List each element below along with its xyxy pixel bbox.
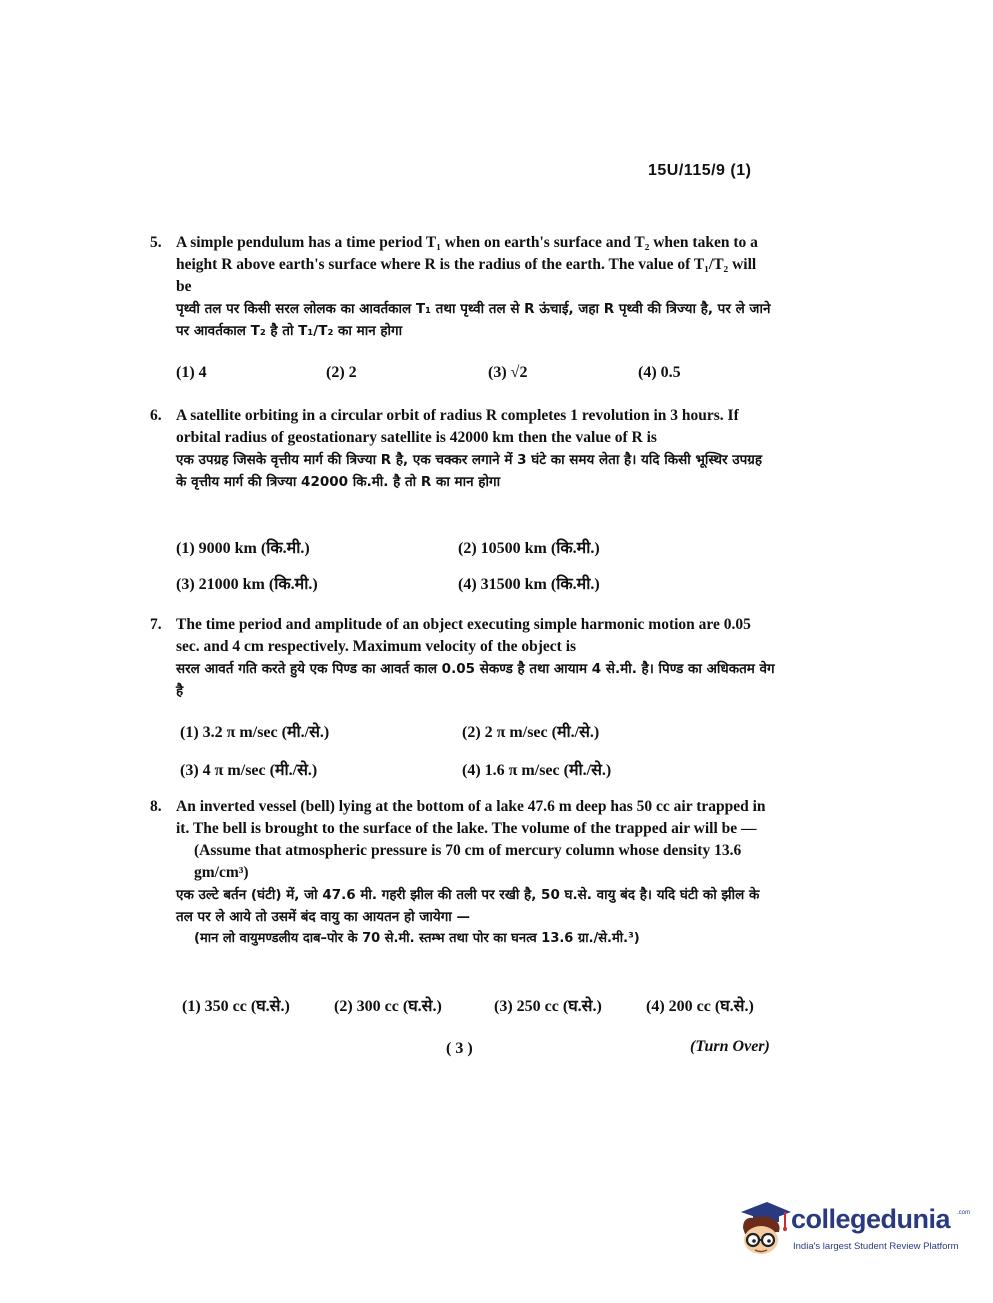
question-6	[150, 405, 775, 493]
question-number: 8.	[150, 798, 162, 815]
option-1: (1) 4	[176, 364, 207, 381]
question-text-english: The time period and amplitude of an object executing simple harmonic motion are 0.05 sec. and 4 cm respectively. Maximum velocity of the object is	[176, 616, 751, 655]
question-note-english: (Assume that atmospheric pressure is 70 cm of mercury column whose density 13.6 gm/cm³)	[194, 842, 742, 881]
option-2: (2) 2	[326, 364, 357, 381]
question-text-hindi: पृथ्वी तल पर किसी सरल लोलक का आवर्तकाल T₁ तथा पृथ्वी तल से R ऊंचाई, जहा R पृथ्वी की त्रिज्या है, पर ले जाने पर आवर्तकाल T₂ है तो T₁/T₂ का मान होगा	[176, 301, 771, 339]
question-text-hindi: एक उल्टे बर्तन (घंटी) में, जो 47.6 मी. गहरी झील की तली पर रखी है, 50 घ.से. वायु बंद है। यदि घंटी को झील के तल पर ले आये तो उसमें बंद वायु का आयतन हो जायेगा —	[176, 887, 760, 925]
brand-name: collegedunia	[791, 1204, 951, 1234]
question-text-english: A simple pendulum has a time period T₁ when on earth's surface and T₂ when taken to a height R above earth's surface where R is the radius of the earth. The value of T₁/T₂ will be	[176, 234, 758, 295]
option-1: (1) 3.2 π m/sec (मी./से.)	[180, 724, 330, 741]
question-8	[150, 796, 775, 950]
option-1: (1) 9000 km (कि.मी.)	[176, 540, 310, 557]
turn-over-label: (Turn Over)	[690, 1038, 770, 1055]
student-mascot-icon	[733, 1198, 793, 1262]
question-text-hindi: सरल आवर्त गति करते हुये एक पिण्ड का आवर्त काल 0.05 सेकण्ड है तथा आयाम 4 से.मी. है। पिण्ड का अधिकतम वेग है	[176, 661, 775, 699]
option-1: (1) 350 cc (घ.से.)	[182, 998, 290, 1015]
collegedunia-logo	[733, 1198, 971, 1268]
option-4: (4) 200 cc (घ.से.)	[646, 998, 754, 1015]
page-number: ( 3 )	[446, 1040, 473, 1057]
option-2: (2) 2 π m/sec (मी./से.)	[462, 724, 600, 741]
question-7	[150, 614, 775, 702]
question-number: 5.	[150, 234, 162, 251]
option-3: (3) √2	[488, 364, 528, 381]
option-4: (4) 0.5	[638, 364, 681, 381]
question-text-english: An inverted vessel (bell) lying at the bottom of a lake 47.6 m deep has 50 cc air trapped in it. The bell is brought to the surface of the lake. The volume of the trapped air will be —	[176, 798, 766, 837]
question-text-hindi: एक उपग्रह जिसके वृत्तीय मार्ग की त्रिज्या R है, एक चक्कर लगाने में 3 घंटे का समय लेता है। यदि किसी भूस्थिर उपग्रह के वृत्तीय मार्ग की त्रिज्या 42000 कि.मी. है तो R का मान होगा	[176, 452, 763, 490]
paper-code: 15U/115/9 (1)	[648, 162, 752, 179]
option-4: (4) 31500 km (कि.मी.)	[458, 576, 600, 593]
brand-tagline: India's largest Student Review Platform	[793, 1241, 959, 1252]
option-2: (2) 300 cc (घ.से.)	[334, 998, 442, 1015]
option-4: (4) 1.6 π m/sec (मी./से.)	[462, 762, 612, 779]
option-3: (3) 250 cc (घ.से.)	[494, 998, 602, 1015]
question-note-hindi: (मान लो वायुमण्डलीय दाब–पोर के 70 से.मी. स्तम्भ तथा पोर का घनत्व 13.6 ग्रा./से.मी.³)	[194, 931, 640, 946]
question-5	[150, 232, 775, 342]
option-3: (3) 4 π m/sec (मी./से.)	[180, 762, 318, 779]
option-3: (3) 21000 km (कि.मी.)	[176, 576, 318, 593]
option-2: (2) 10500 km (कि.मी.)	[458, 540, 600, 557]
question-text-english: A satellite orbiting in a circular orbit of radius R completes 1 revolution in 3 hours. If orbital radius of geostationary satellite is 42000 km then the value of R is	[176, 407, 739, 446]
brand-domain: .com	[957, 1210, 971, 1216]
question-number: 6.	[150, 407, 162, 424]
question-number: 7.	[150, 616, 162, 633]
